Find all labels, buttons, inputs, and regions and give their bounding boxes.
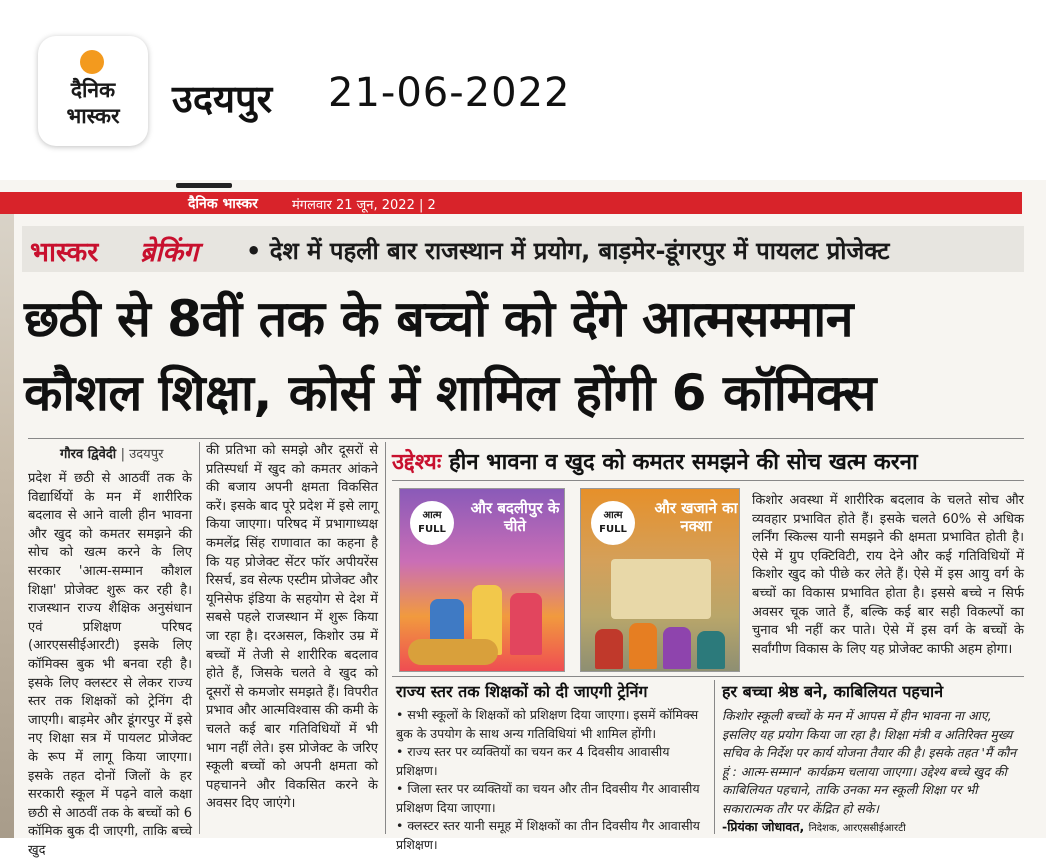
objective-label: उद्देश्यः	[392, 450, 442, 475]
comic-badge: आत्म FULL	[591, 501, 635, 545]
logo-line2: भास्कर	[66, 104, 120, 128]
divider	[28, 438, 1024, 439]
comic-title: और बदलीपुर के चीते	[470, 499, 560, 535]
kicker-brand: भास्कर	[30, 237, 99, 268]
divider	[392, 676, 1024, 677]
kicker-strap	[22, 226, 1024, 272]
objective-heading	[392, 446, 1024, 480]
comic-cover-2	[580, 488, 740, 672]
comic-badge: आत्म FULL	[410, 501, 454, 545]
column-rule	[199, 442, 200, 834]
main-headline	[24, 282, 1024, 430]
headline-line1: छठी से 8वीं तक के बच्चों को देंगे आत्मसम्मान	[24, 290, 853, 348]
training-bullet: • क्लस्टर स्तर यानी समूह में शिक्षकों का तीन दिवसीय गैर आवासीय प्रशिक्षण।	[396, 818, 700, 852]
character-illustration	[697, 631, 725, 669]
character-illustration	[595, 629, 623, 669]
article-column-3: किशोर अवस्था में शारीरिक बदलाव के चलते सोच और व्यवहार प्रभावित होते हैं। इसके चलते 60% से अधिक लर्निंग स्किल्स यानी समझने की क्षमता प्रभावित होती है। ऐसे में ग्रुप एक्टिविटी, राय देने और कई गतिविधियों में किशोर खुद को पीछे कर लेते हैं। ऐसे में इस आयु वर्ग के बच्चों का विकास प्रभावित होता है। इससे बच्चे न सिर्फ अवसर चूक जाते हैं, बल्कि कई बार सही विकल्पों का चुनाव भी नहीं कर पाते। ऐसे में इस वर्ग के बच्चों के सर्वांगीण विकास के लिए यह प्रोजेक्ट काफी अहम होगा।	[752, 493, 1024, 657]
training-heading: राज्य स्तर तक शिक्षकों को दी जाएगी ट्रेनिंग	[396, 682, 648, 701]
sun-icon	[80, 50, 104, 74]
training-bullet: • राज्य स्तर पर व्यक्तियों का चयन कर 4 दिवसीय आवासीय प्रशिक्षण।	[396, 744, 670, 778]
quote-text: किशोर स्कूली बच्चों के मन में आपस में हीन भावना ना आए, इसलिए यह प्रयोग किया जा रहा है। शिक्षा मंत्री व अतिरिक्त मुख्य सचिव के निर्देश पर कार्य योजना तैयार की है। इसके तहत 'मैं कौन हूं : आत्म-सम्मान' कार्यक्रम चलाया जाएगा। उद्देश्य बच्चे खुद की काबिलियत पहचाने, ताकि उनका मन स्कूली शिक्षा पर भी सकारात्मक तौर पर केंद्रित हो सके।	[722, 708, 1017, 816]
logo-line1: दैनिक	[70, 78, 116, 102]
byline	[60, 444, 163, 462]
quote-author-role: निदेशक, आरएससीईआरटी	[808, 823, 906, 834]
character-illustration	[629, 623, 657, 669]
adjacent-page-edge	[0, 214, 14, 838]
article-column-1: प्रदेश में छठी से आठवीं तक के विद्यार्थियों के मन में शारीरिक बदलाव से आने वाली हीन भावना और खुद को कमतर समझने की सोच को खत्म करने के लिए सरकार 'आत्म-सम्मान कौशल शिक्षा' प्रोजेक्ट शुरू कर रही है। राजस्थान राज्य शैक्षिक अनुसंधान एवं प्रशिक्षण परिषद (आरएससीईआरटी) इसके लिए कॉमिक्स बुक भी बनवा रही है। इसके लिए क्लस्टर से लेकर राज्य स्तर तक शिक्षकों को ट्रेनिंग दी जाएगी। बाड़मेर और डूंगरपुर में इसे नए शिक्षा सत्र में पायलट प्रोजेक्ट के रूप में लागू किया जाएगा। इसके तहत दोनों जिलों के हर सरकारी स्कूल में पढ़ने वाले कक्षा छठी से आठवीं तक के बच्चों को 6 कॉमिक बुक दी जाएगी, ताकि बच्चे खुद	[28, 471, 192, 858]
byline-name: गौरव द्विवेदी	[60, 447, 117, 462]
kicker-breaking: ब्रेकिंग	[140, 237, 199, 268]
training-bullet: • जिला स्तर पर व्यक्तियों का चयन और तीन दिवसीय गैर आवासीय प्रशिक्षण दिया जाएगा।	[396, 781, 700, 815]
kicker-text: • देश में पहली बार राजस्थान में प्रयोग, बाड़मेर-डूंगरपुर में पायलट प्रोजेक्ट	[246, 237, 890, 265]
quote-author-name: -प्रियंका जोधावत,	[722, 819, 805, 834]
comic-title: और खजाने का नक्शा	[654, 499, 738, 535]
dainik-bhaskar-logo	[38, 36, 148, 146]
masthead-brand: दैनिक भास्कर	[188, 196, 258, 212]
training-bullet: • सभी स्कूलों के शिक्षकों को प्रशिक्षण दिया जाएगा। इसमें कॉमिक्स बुक के उपयोग के साथ अन्य गतिविधियां भी शामिल होंगी।	[396, 707, 699, 741]
objective-text: हीन भावना व खुद को कमतर समझने की सोच खत्म करना	[448, 450, 918, 475]
character-illustration	[510, 593, 542, 655]
character-illustration	[663, 627, 691, 669]
headline-line2: कौशल शिक्षा, कोर्स में शामिल होंगी 6 कॉमिक्स	[24, 364, 876, 422]
map-illustration	[611, 559, 711, 619]
cheetah-illustration	[408, 639, 498, 665]
column-rule	[714, 680, 715, 834]
byline-city: | उदयपुर	[120, 447, 164, 462]
top-bar	[0, 0, 1046, 180]
divider	[392, 480, 1024, 481]
edition-city: उदयपुर	[172, 77, 273, 121]
article-column-2: की प्रतिभा को समझे और दूसरों से प्रतिस्पर्धा में खुद को कमतर आंकने की बजाय अपनी क्षमता विकसित करें। इसके बाद पूरे प्रदेश में इसे लागू किया जाएगा। परिषद में प्रभागाध्यक्ष कमलेंद्र सिंह राणावात का कहना है कि यह प्रोजेक्ट सेंटर फॉर अपीयरेंस रिसर्च, डव सेल्फ एस्टीम प्रोजेक्ट और यूनिसेफ इंडिया के सहयोग से देश में सबसे पहले राजस्थान में शुरू किया जा रहा है। दरअसल, किशोर उम्र में बच्चों में तेजी से शारीरिक बदलाव होते हैं, जिसके चलते वे खुद को दूसरों से कमजोर समझते हैं। विपरीत प्रभाव और आत्मविश्वास की कमी के चलते कई बार गतिविधियों में भी भाग नहीं लेते। इस प्रोजेक्ट के जरिए स्कूली बच्चों को अपनी क्षमता को पहचानने और विकसित करने के अवसर दिए जाएंगे।	[206, 443, 378, 812]
column-rule	[385, 442, 386, 834]
quote-author	[722, 818, 906, 835]
comic-cover-1	[399, 488, 565, 672]
issue-line: मंगलवार 21 जून, 2022 | 2	[292, 198, 436, 213]
training-bullets	[396, 706, 706, 854]
edition-date: 21-06-2022	[328, 70, 571, 116]
fold-mark	[176, 183, 232, 188]
masthead-strip	[0, 192, 1022, 214]
quote-heading: हर बच्चा श्रेष्ठ बने, काबिलियत पहचाने	[722, 682, 944, 701]
